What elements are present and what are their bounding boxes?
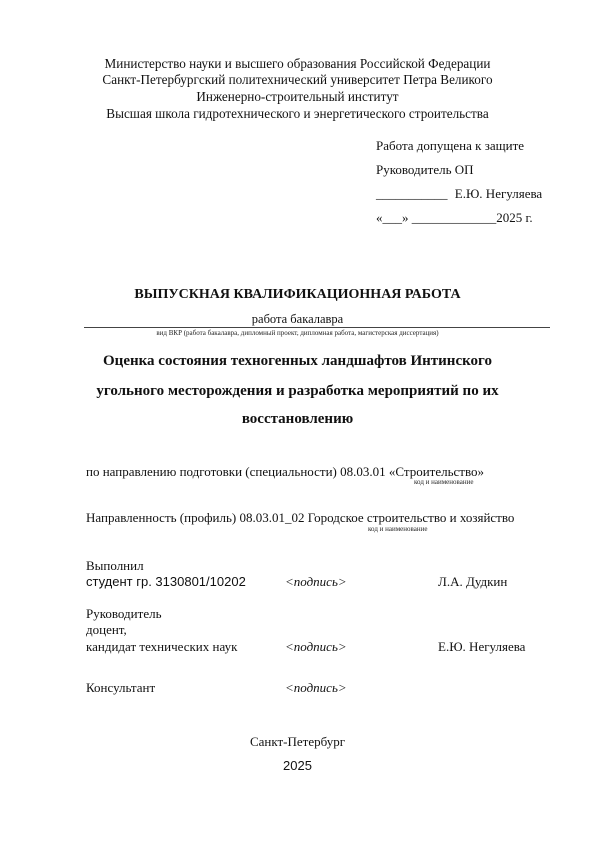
topic-line-1: Оценка состояния техногенных ландшафтов Интинского [103, 353, 492, 369]
topic-line-3: восстановлению [241, 411, 354, 427]
work-type-caption: вид ВКР (работа бакалавра, дипломный проект, дипломная работа, магистерская диссертация) [156, 329, 439, 337]
signature-blank: ___________ [376, 186, 448, 201]
performer-label: Выполнил [86, 558, 144, 573]
work-type-underline [84, 327, 550, 328]
topic-line-2: угольного месторождения и разработка мероприятий по их [96, 383, 499, 399]
direction-caption: код и наименование [414, 478, 474, 486]
supervisor-degree: кандидат технических наук [86, 639, 238, 654]
university-line: Санкт-Петербургский политехнический университет Петра Великого [102, 72, 493, 87]
performer-signature: <подпись> [285, 574, 347, 589]
approval-supervisor-name: Е.Ю. Негуляева [454, 186, 543, 201]
profile-caption: код и наименование [368, 525, 428, 533]
supervisor-signature: <подпись> [285, 639, 347, 654]
direction-line: по направлению подготовки (специальности) 08.03.01 «Строительство» [86, 464, 485, 479]
consultant-signature: <подпись> [285, 680, 347, 695]
approval-signature-line [376, 186, 542, 202]
supervisor-label: Руководитель [86, 606, 162, 621]
profile-line: Направленность (профиль) 08.03.01_02 Городское строительство и хозяйство [86, 510, 515, 525]
performer-role: студент гр. 3130801/10202 [86, 574, 246, 589]
performer-name: Л.А. Дудкин [438, 574, 508, 589]
work-type-value: работа бакалавра [251, 312, 344, 326]
ministry-line: Министерство науки и высшего образования Российской Федерации [104, 56, 491, 71]
supervisor-name: Е.Ю. Негуляева [438, 639, 526, 654]
approval-role: Руководитель ОП [376, 162, 474, 177]
approval-title: Работа допущена к защите [376, 138, 525, 153]
approval-date-line: «___» _____________2025 г. [376, 210, 533, 225]
institute-line: Инженерно-строительный институт [196, 89, 399, 104]
school-line: Высшая школа гидротехнического и энергетического строительства [106, 106, 489, 121]
footer-city: Санкт-Петербург [249, 734, 346, 749]
consultant-label: Консультант [86, 680, 156, 695]
supervisor-position: доцент, [86, 622, 127, 637]
work-type-title: ВЫПУСКНАЯ КВАЛИФИКАЦИОННАЯ РАБОТА [134, 287, 461, 302]
footer-year: 2025 [283, 758, 312, 773]
